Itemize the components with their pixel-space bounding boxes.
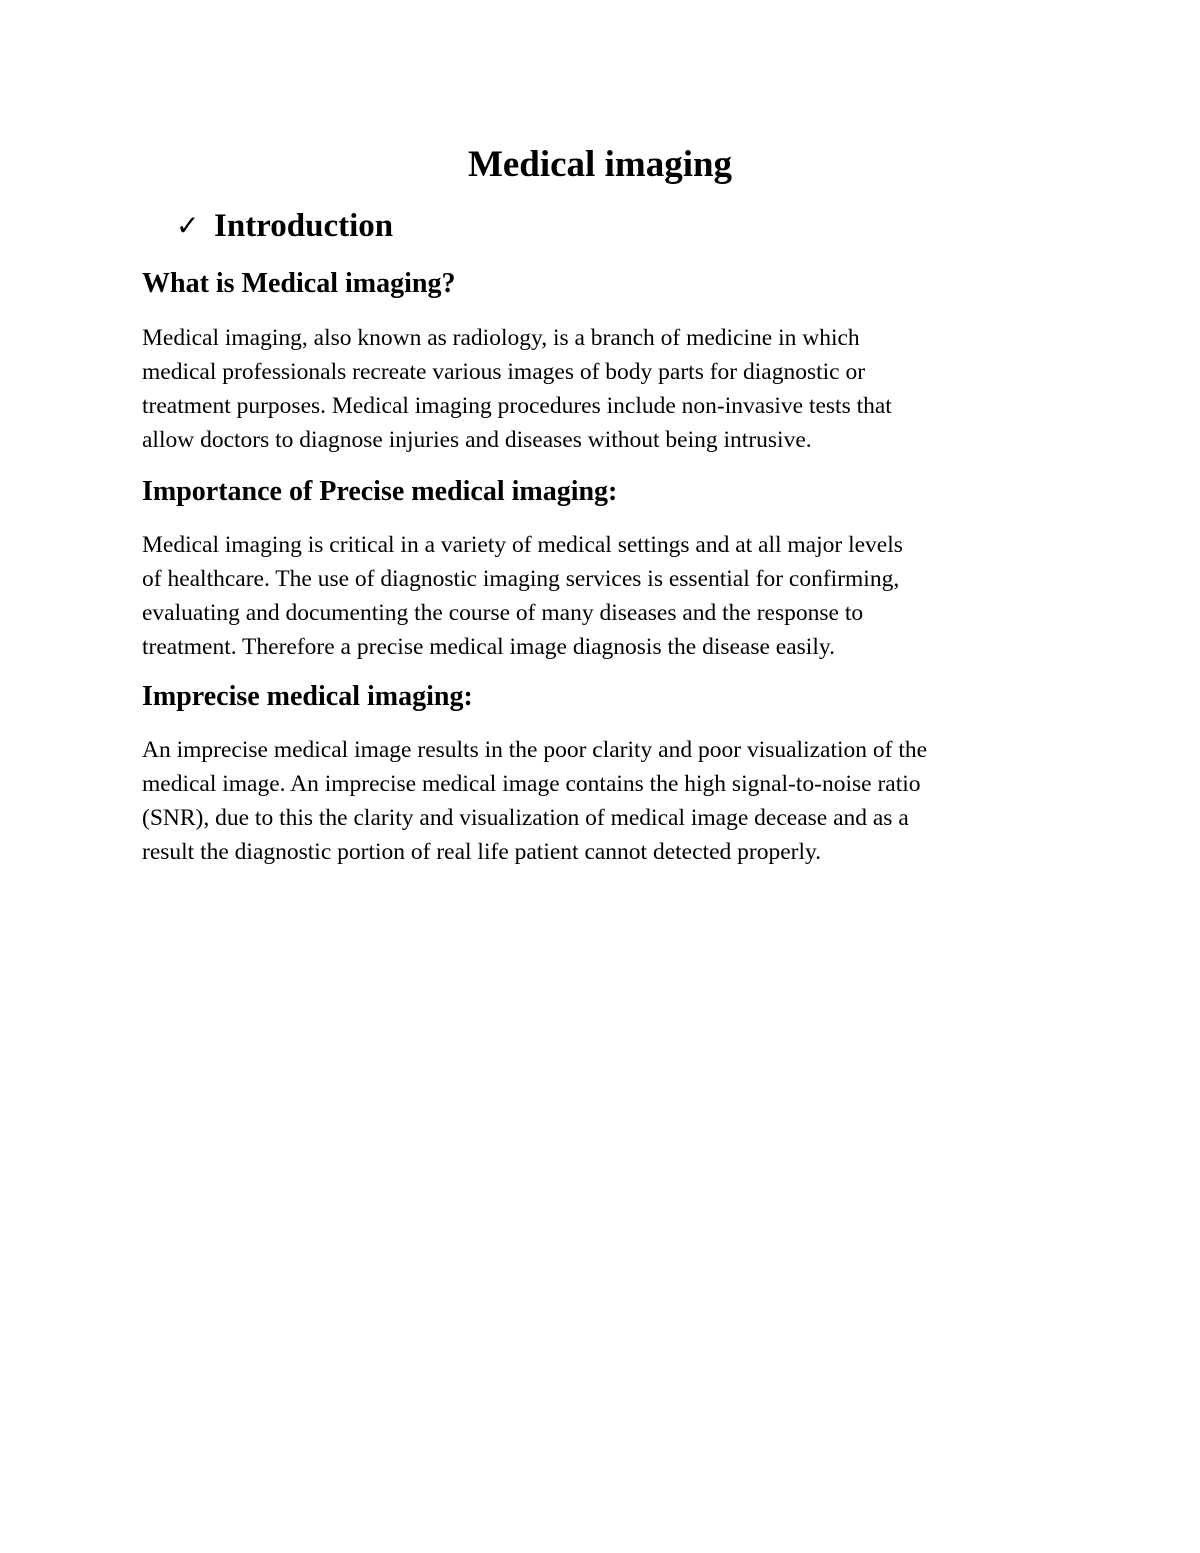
section-heading: Imprecise medical imaging: [142,681,473,712]
section-paragraph [142,321,1072,457]
intro-label: Introduction [214,208,394,244]
paragraph-line: treatment purposes. Medical imaging procedures include non-invasive tests that [142,393,892,419]
paragraph-line: result the diagnostic portion of real life patient cannot detected properly. [142,839,822,865]
section-paragraph [142,528,1072,664]
paragraph-line: (SNR), due to this the clarity and visualization of medical image decease and as a [142,805,909,831]
paragraph-line: allow doctors to diagnose injuries and diseases without being intrusive. [142,427,812,453]
paragraph-line: medical image. An imprecise medical image contains the high signal-to-noise ratio [142,771,921,797]
intro-list-item [176,204,393,248]
paragraph-line: treatment. Therefore a precise medical image diagnosis the disease easily. [142,634,835,660]
paragraph-line: evaluating and documenting the course of many diseases and the response to [142,600,864,626]
check-icon: ✓ [176,209,200,242]
paragraph-line: An imprecise medical image results in the poor clarity and poor visualization of the [142,737,928,763]
section-paragraph [142,733,1072,869]
paragraph-line: of healthcare. The use of diagnostic imaging services is essential for confirming, [142,566,900,592]
paragraph-line: Medical imaging is critical in a variety of medical settings and at all major levels [142,532,903,558]
section-heading: Importance of Precise medical imaging: [142,476,618,507]
paragraph-line: Medical imaging, also known as radiology, is a branch of medicine in which [142,325,860,351]
section-heading: What is Medical imaging? [142,268,456,299]
document-title: Medical imaging [467,144,733,185]
paragraph-line: medical professionals recreate various images of body parts for diagnostic or [142,359,866,385]
